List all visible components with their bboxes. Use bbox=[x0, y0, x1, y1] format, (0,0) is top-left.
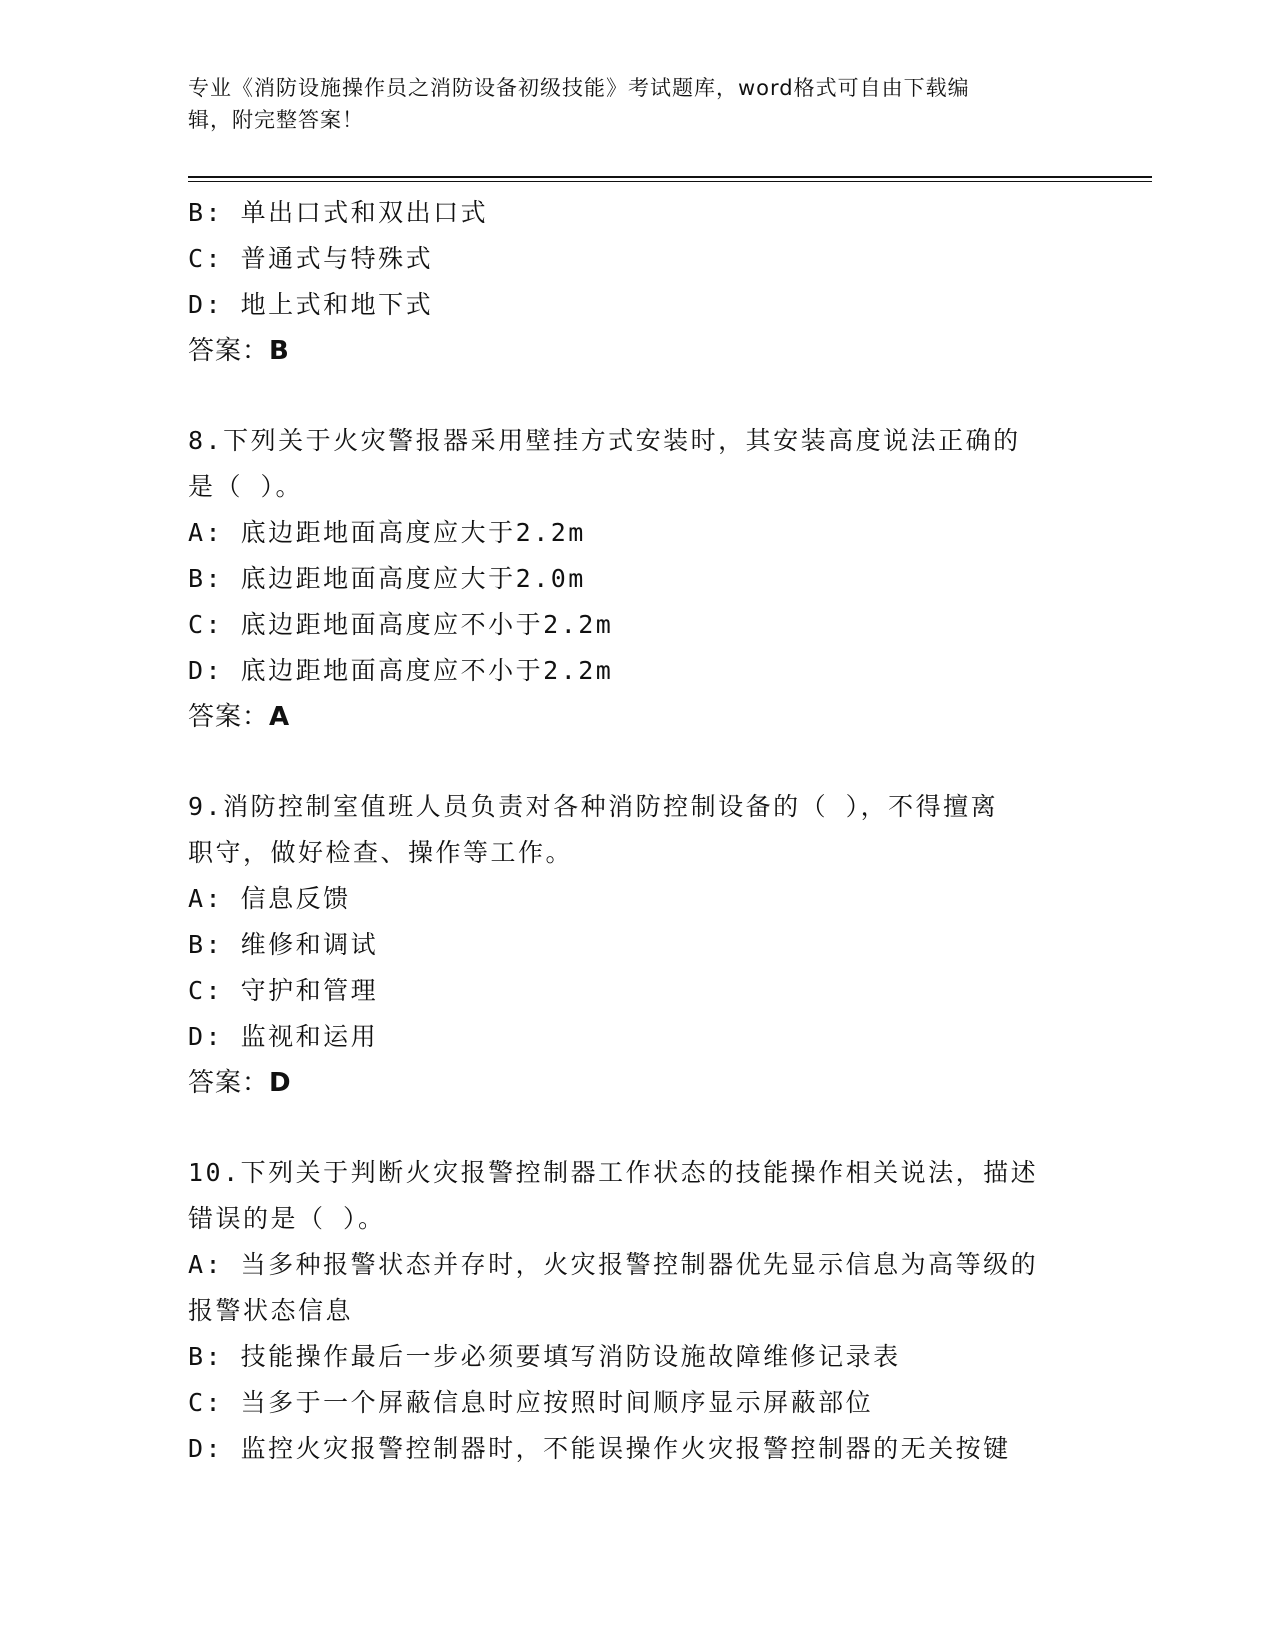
document-header bbox=[188, 72, 1068, 136]
answer-value: B bbox=[269, 336, 290, 366]
answer-label: 答案： bbox=[188, 702, 270, 732]
question-text-line-1: 8.下列关于火灾警报器采用壁挂方式安装时，其安装高度说法正确的 bbox=[188, 426, 1021, 455]
option-c: C: 守护和管理 bbox=[188, 976, 379, 1005]
question-8 bbox=[188, 418, 1088, 740]
option-d: D: 监视和运用 bbox=[188, 1022, 379, 1051]
answer-label: 答案： bbox=[188, 1068, 270, 1098]
option-c: C: 当多于一个屏蔽信息时应按照时间顺序显示屏蔽部位 bbox=[188, 1388, 874, 1417]
option-d: D: 地上式和地下式 bbox=[188, 290, 434, 319]
question-list bbox=[188, 190, 1088, 1472]
option-a-line-1: A: 当多种报警状态并存时，火灾报警控制器优先显示信息为高等级的 bbox=[188, 1250, 1039, 1279]
answer bbox=[188, 1060, 1088, 1106]
question-text-line-1: 9.消防控制室值班人员负责对各种消防控制设备的（ ），不得擅离 bbox=[188, 792, 999, 821]
option-b: B: 维修和调试 bbox=[188, 930, 379, 959]
option-b: B: 底边距地面高度应大于2.0m bbox=[188, 564, 586, 593]
question-7-tail bbox=[188, 190, 1088, 374]
option-d: D: 底边距地面高度应不小于2.2m bbox=[188, 656, 614, 685]
option-c: C: 普通式与特殊式 bbox=[188, 244, 434, 273]
option-c: C: 底边距地面高度应不小于2.2m bbox=[188, 610, 614, 639]
answer-label: 答案： bbox=[188, 336, 270, 366]
question-10 bbox=[188, 1150, 1088, 1472]
option-d: D: 监控火灾报警控制器时，不能误操作火灾报警控制器的无关按键 bbox=[188, 1434, 1011, 1463]
option-a: A: 底边距地面高度应大于2.2m bbox=[188, 518, 586, 547]
answer-value: A bbox=[269, 702, 291, 732]
answer bbox=[188, 328, 1088, 374]
option-a: A: 信息反馈 bbox=[188, 884, 351, 913]
header-rule-thick bbox=[188, 176, 1152, 178]
option-b: B: 技能操作最后一步必须要填写消防设施故障维修记录表 bbox=[188, 1342, 901, 1371]
header-line-2: 辑，附完整答案！ bbox=[188, 108, 364, 132]
answer-value: D bbox=[269, 1068, 292, 1098]
question-9 bbox=[188, 784, 1088, 1106]
option-b: B: 单出口式和双出口式 bbox=[188, 198, 489, 227]
option-a-line-2: 报警状态信息 bbox=[188, 1296, 354, 1325]
question-text-line-2: 职守，做好检查、操作等工作。 bbox=[188, 838, 574, 867]
question-text-line-1: 10.下列关于判断火灾报警控制器工作状态的技能操作相关说法，描述 bbox=[188, 1158, 1039, 1187]
answer bbox=[188, 694, 1088, 740]
header-line-1: 专业《消防设施操作员之消防设备初级技能》考试题库，word格式可自由下载编 bbox=[188, 76, 970, 100]
question-text-line-2: 是（ ）。 bbox=[188, 472, 304, 501]
question-text-line-2: 错误的是（ ）。 bbox=[188, 1204, 386, 1233]
header-rule-thin bbox=[188, 181, 1152, 182]
